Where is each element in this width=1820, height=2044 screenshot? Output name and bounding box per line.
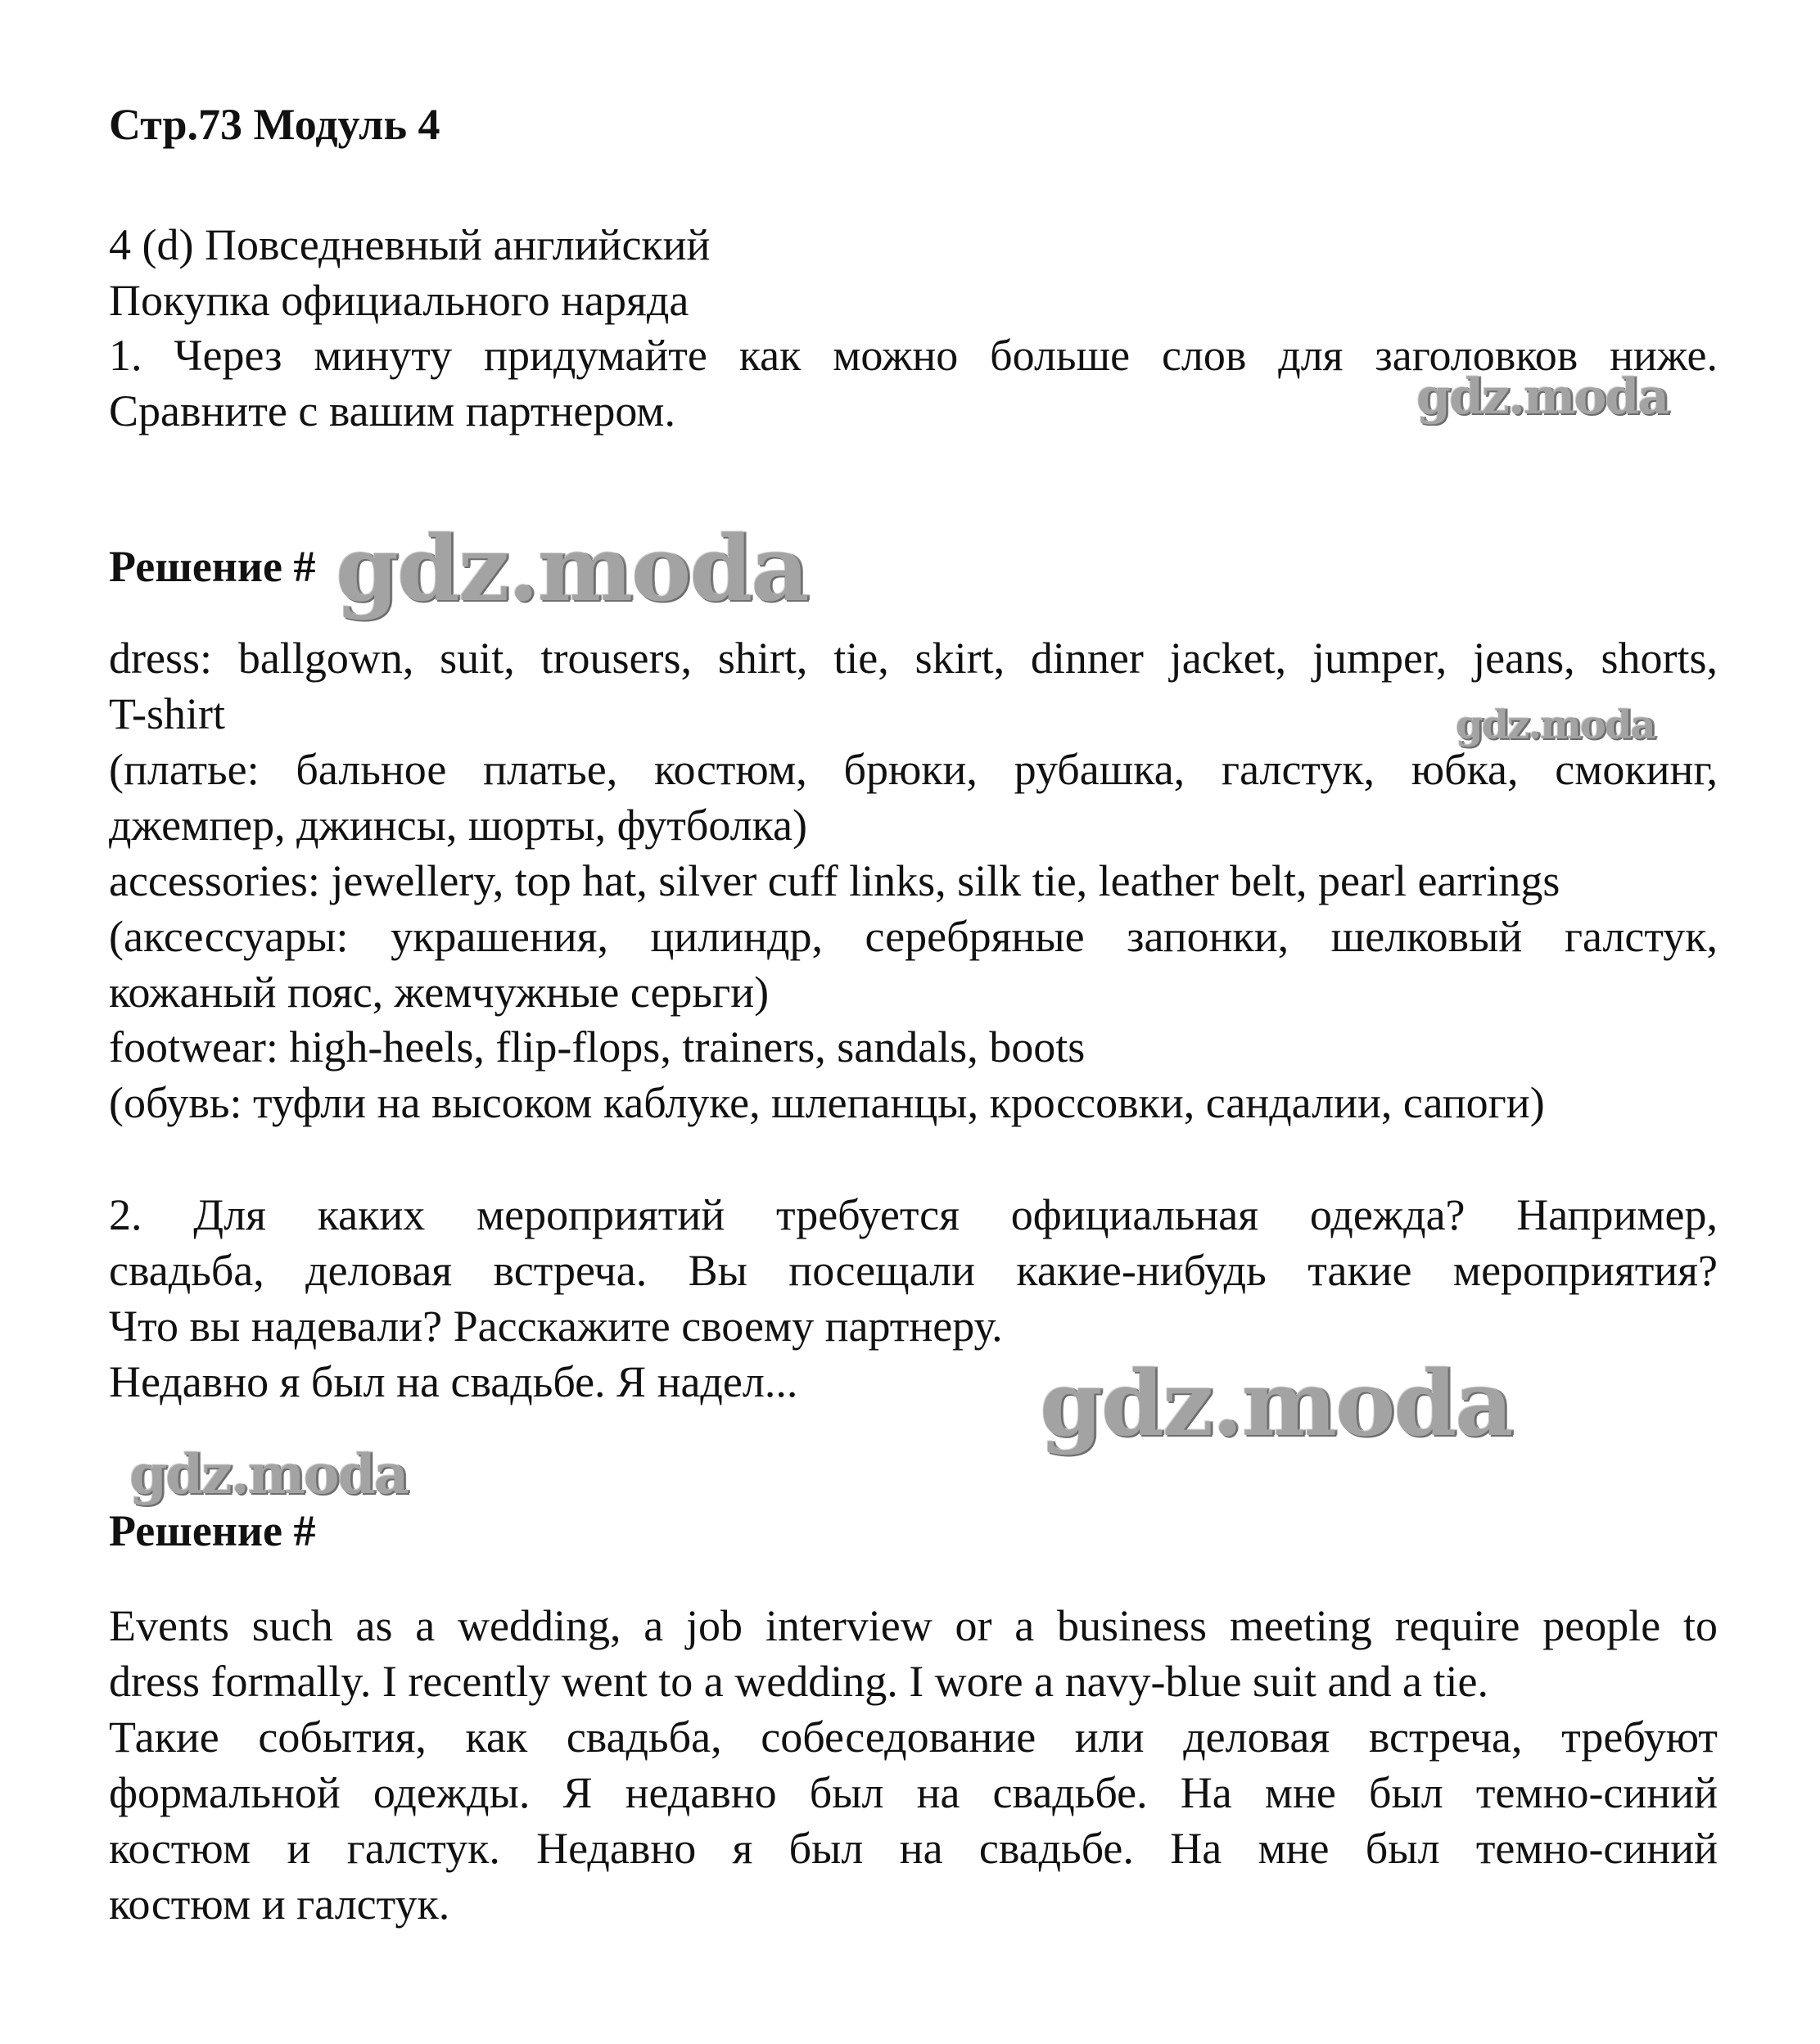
dress-en-line-1: dress: ballgown, suit, trousers, shirt, tie, skirt, dinner jacket, jumper, jeans, shorts, (109, 634, 1718, 683)
watermark-logo: gdz.moda (336, 516, 808, 621)
answer-ru-line-4: костюм и галстук. (109, 1879, 450, 1929)
watermark-logo: gdz.moda (129, 1442, 408, 1506)
dress-ru-line-2: джемпер, джинсы, шорты, футболка) (109, 801, 807, 850)
footwear-en: footwear: high-heels, flip-flops, trainers, sandals, boots (109, 1022, 1086, 1072)
footwear-ru: (обувь: туфли на высоком каблуке, шлепанцы, кроссовки, сандалии, сапоги) (109, 1078, 1545, 1127)
dress-ru-line-1: (платье: бальное платье, костюм, брюки, рубашка, галстук, юбка, смокинг, (109, 745, 1718, 794)
task-2-line-1: 2. Для каких мероприятий требуется официальная одежда? Например, (109, 1190, 1718, 1239)
solution-1-label: Решение # (109, 542, 316, 591)
accessories-en: accessories: jewellery, top hat, silver cuff links, silk tie, leather belt, pearl earrings (109, 856, 1560, 905)
watermark-logo: gdz.moda (1456, 702, 1655, 748)
answer-en-line-1: Events such as a wedding, a job interview or a business meeting require people to (109, 1601, 1718, 1650)
solution-2-label: Решение # (109, 1506, 316, 1555)
watermark-logo: gdz.moda (1416, 368, 1669, 426)
task-2-line-3: Что вы надевали? Расскажите своему партнеру. (109, 1302, 1003, 1351)
accessories-ru-line-1: (аксессуары: украшения, цилиндр, серебряные запонки, шелковый галстук, (109, 912, 1718, 961)
question-1-line-2: Сравните с вашим партнером. (109, 386, 675, 435)
question-1-line-1: 1. Через минуту придумайте как можно больше слов для заголовков ниже. (109, 331, 1718, 380)
answer-en-line-2: dress formally. I recently went to a wedding. I wore a navy-blue suit and a tie. (109, 1657, 1488, 1706)
task-number: 4 (d) Повседневный английский (109, 220, 711, 269)
task-2-line-4: Недавно я был на свадьбе. Я надел... (109, 1357, 798, 1406)
task-topic: Покупка официального наряда (109, 276, 689, 325)
answer-ru-line-3: костюм и галстук. Недавно я был на свадьбе. На мне был темно-синий (109, 1824, 1718, 1873)
accessories-ru-line-2: кожаный пояс, жемчужные серьги) (109, 968, 770, 1017)
answer-ru-line-2: формальной одежды. Я недавно был на свадьбе. На мне был темно-синий (109, 1768, 1718, 1817)
task-2-line-2: свадьба, деловая встреча. Вы посещали какие-нибудь такие мероприятия? (109, 1246, 1718, 1295)
answer-ru-line-1: Такие события, как свадьба, собеседование или деловая встреча, требуют (109, 1712, 1718, 1762)
page-title: Стр.73 Модуль 4 (109, 100, 440, 149)
dress-en-line-2: T-shirt (109, 689, 226, 738)
watermark-logo: gdz.moda (1040, 1351, 1512, 1456)
